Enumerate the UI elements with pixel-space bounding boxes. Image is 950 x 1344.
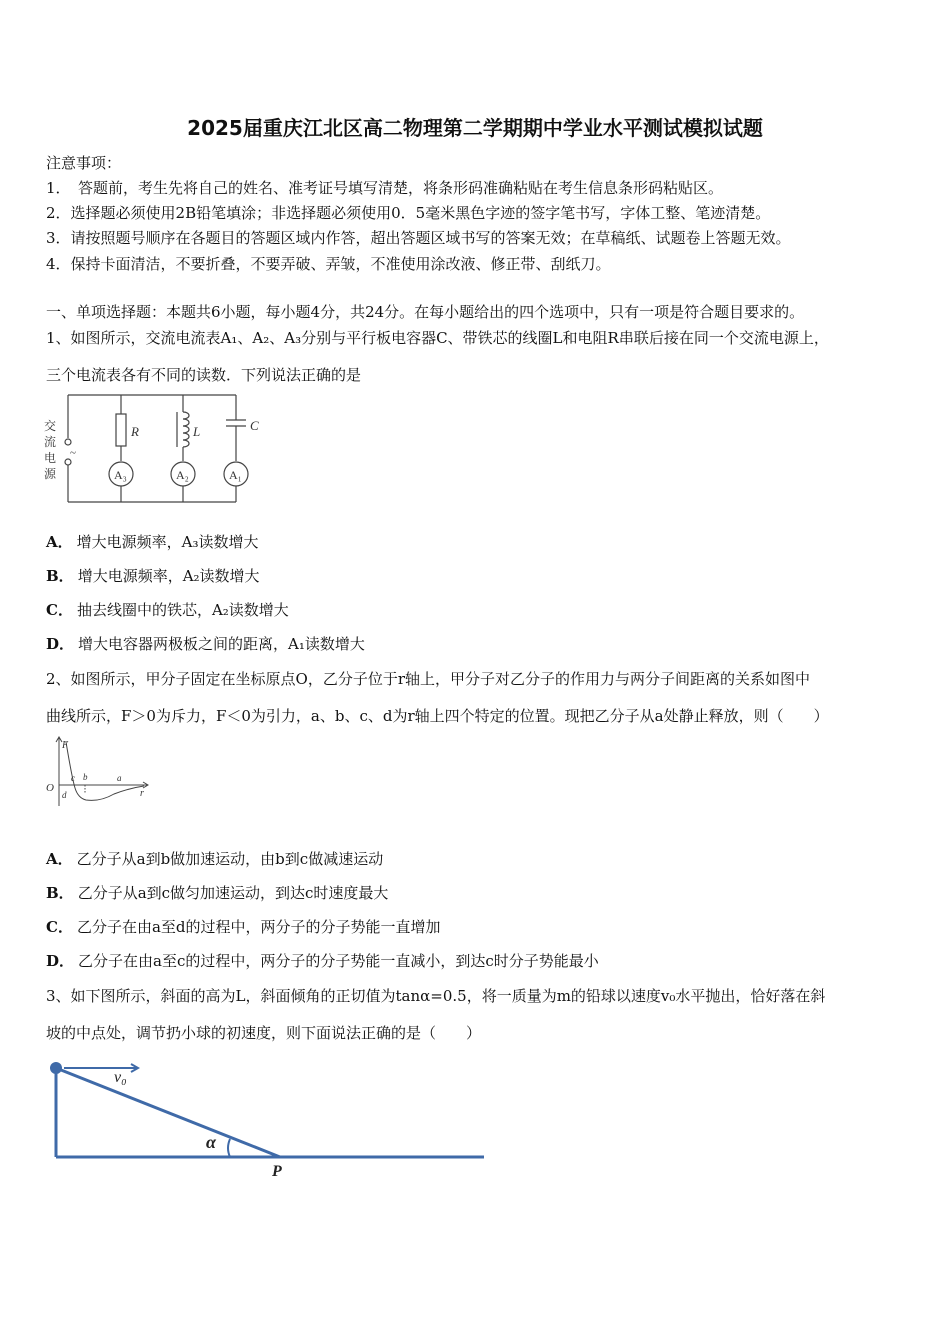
- capacitor-label: C: [250, 418, 259, 433]
- q1-option-d: D． 增大电容器两极板之间的距离，A₁读数增大: [46, 635, 365, 653]
- q2-force-graph: [44, 734, 154, 810]
- q2-option-b: B． 乙分子从a到c做匀加速运动，到达c时速度最大: [46, 884, 389, 902]
- q3-stem-line2: 坡的中点处，调节扔小球的初速度，则下面说法正确的是（ ）: [46, 1024, 482, 1042]
- velocity-label: v₀: [114, 1069, 127, 1086]
- point-b-label: b: [83, 772, 88, 782]
- q2-stem-line2: 曲线所示，F＞0为斥力，F＜0为引力，a、b、c、d为r轴上四个特定的位置。现把乙分子从a处静止释放，则（ ）: [46, 707, 829, 725]
- q1-option-b: B． 增大电源频率，A₂读数增大: [46, 567, 260, 585]
- q1-option-c: C． 抽去线圈中的铁芯，A₂读数增大: [46, 601, 289, 619]
- q2-option-a: A． 乙分子从a到b做加速运动，由b到c做减速运动: [46, 850, 384, 868]
- angle-label: α: [206, 1132, 216, 1152]
- source-label: 流: [44, 435, 57, 449]
- point-a-label: a: [117, 773, 122, 783]
- q3-slope-diagram: [44, 1058, 494, 1182]
- q2-stem-line1: 2、如图所示，甲分子固定在坐标原点O，乙分子位于r轴上，甲分子对乙分子的作用力与两分子间距离的关系如图中: [46, 670, 811, 688]
- ammeter-a3-label: A₃: [114, 468, 127, 482]
- source-label: 源: [44, 467, 57, 481]
- tilde-symbol: ~: [70, 447, 76, 459]
- point-p-label: P: [272, 1163, 282, 1180]
- r-axis-label: r: [140, 788, 144, 799]
- notice-heading: 注意事项：: [46, 154, 122, 172]
- ammeter-a2-label: A₂: [176, 468, 189, 482]
- notice-item: 2．选择题必须使用2B铅笔填涂；非选择题必须使用0．5毫米黑色字迹的签字笔书写，字体工整、笔迹清楚。: [46, 204, 771, 222]
- inductor-label: L: [193, 424, 201, 439]
- ball: [50, 1062, 62, 1074]
- point-c-label: c: [71, 773, 75, 783]
- q1-circuit-diagram: [40, 390, 280, 508]
- ammeter-a1-label: A₁: [229, 468, 242, 482]
- q1-option-a: A． 增大电源频率，A₃读数增大: [46, 533, 259, 551]
- page-title: 2025届重庆江北区高二物理第二学期期中学业水平测试模拟试题: [187, 116, 763, 140]
- source-label: 电: [44, 451, 57, 465]
- q2-option-c: C． 乙分子在由a至d的过程中，两分子的分子势能一直增加: [46, 918, 441, 936]
- q2-option-d: D． 乙分子在由a至c的过程中，两分子的分子势能一直减小，到达c时分子势能最小: [46, 952, 599, 970]
- q1-stem-line2: 三个电流表各有不同的读数．下列说法正确的是: [46, 366, 362, 384]
- notice-item: 1． 答题前，考生先将自己的姓名、准考证号填写清楚，将条形码准确粘贴在考生信息条形码粘贴区。: [46, 179, 724, 197]
- q3-stem-line1: 3、如下图所示，斜面的高为L，斜面倾角的正切值为tanα=0.5，将一质量为m的铅球以速度v₀水平抛出，恰好落在斜: [46, 987, 826, 1005]
- source-label: 交: [44, 419, 57, 433]
- force-axis-label: F: [62, 740, 69, 751]
- origin-label: O: [46, 782, 54, 794]
- q1-stem-line1: 1、如图所示，交流电流表A₁、A₂、A₃分别与平行板电容器C、带铁芯的线圈L和电阻R串联后接在同一个交流电源上，: [46, 329, 829, 347]
- notice-item: 3．请按照题号顺序在各题目的答题区域内作答，超出答题区域书写的答案无效；在草稿纸、试题卷上答题无效。: [46, 229, 791, 247]
- notice-item: 4．保持卡面清洁，不要折叠，不要弄破、弄皱，不准使用涂改液、修正带、刮纸刀。: [46, 255, 611, 273]
- resistor-label: R: [131, 424, 139, 439]
- section-heading: 一、单项选择题：本题共6小题，每小题4分，共24分。在每小题给出的四个选项中，只有一项是符合题目要求的。: [46, 303, 805, 321]
- point-d-label: d: [62, 790, 67, 800]
